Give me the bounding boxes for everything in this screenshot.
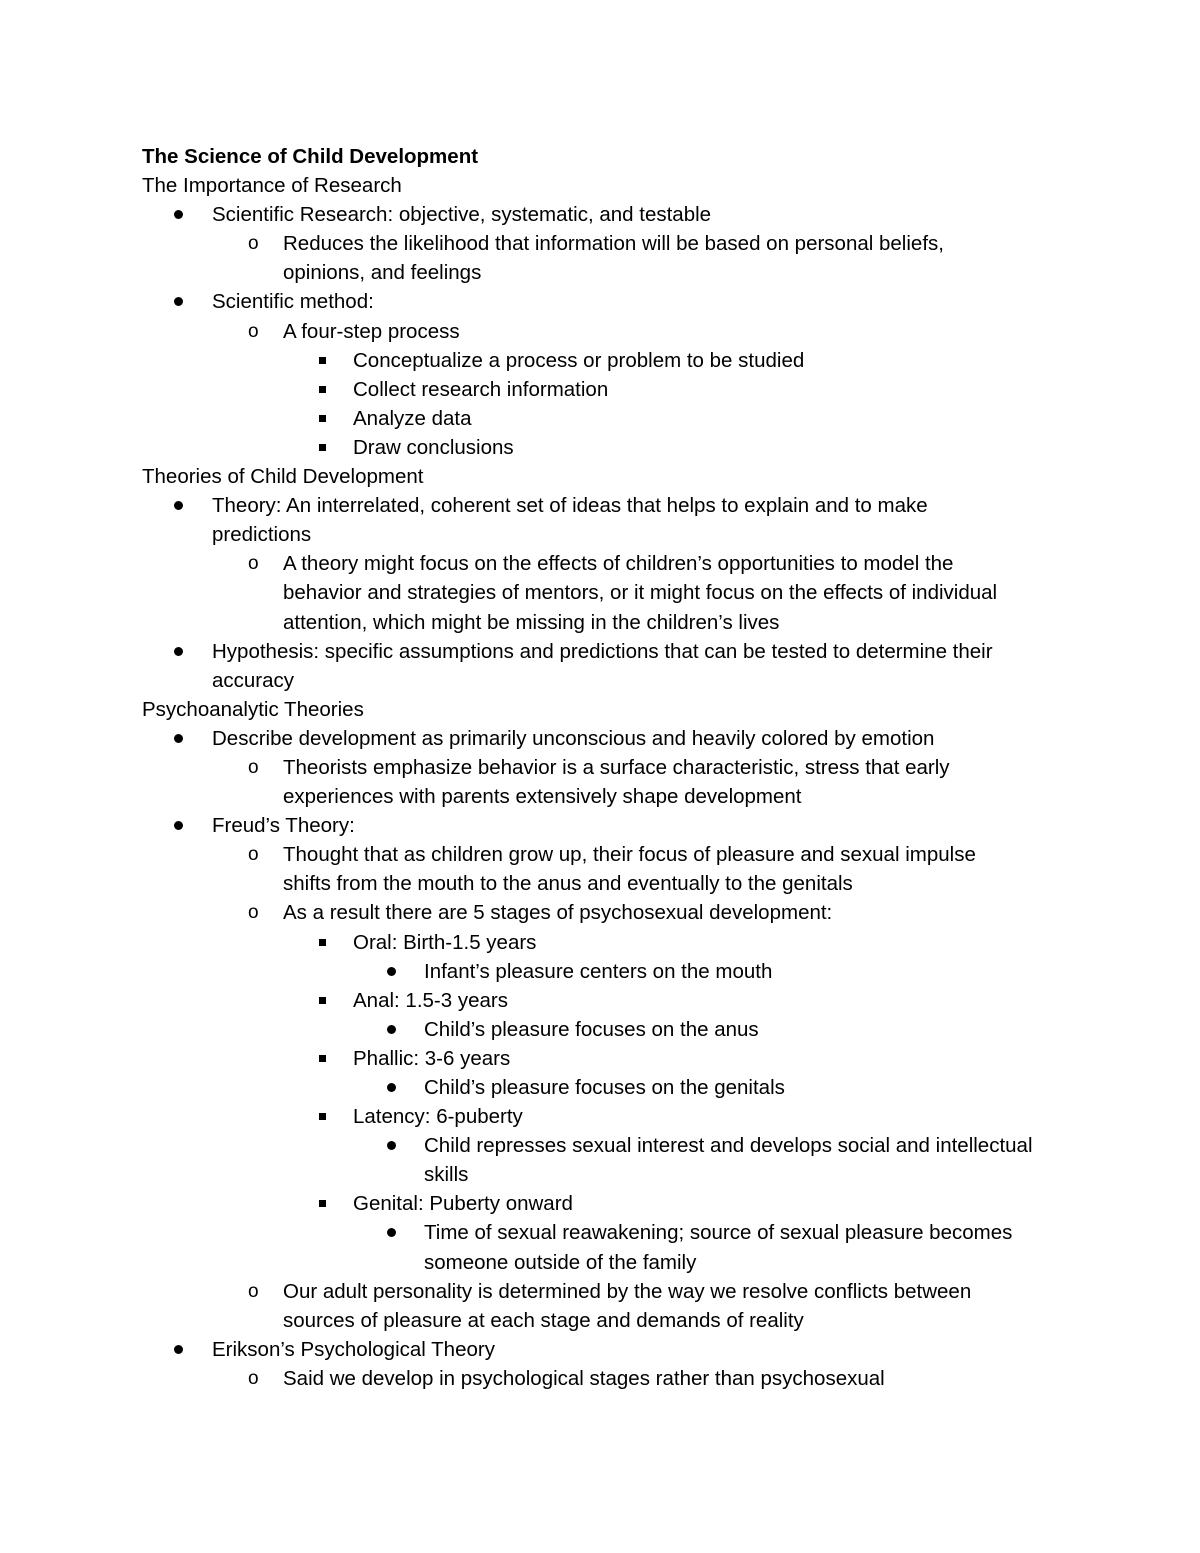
bullet-dot-icon xyxy=(174,821,183,830)
list-item: o A four-step process xyxy=(142,317,1072,346)
list-item-continuation: behavior and strategies of mentors, or it might focus on the effects of individual xyxy=(283,581,998,605)
list-item: o As a result there are 5 stages of psychosexual development: xyxy=(142,898,1072,927)
list-item: o Reduces the likelihood that information will be based on personal beliefs, xyxy=(142,229,1072,258)
list-item: Erikson’s Psychological Theory xyxy=(142,1335,1072,1364)
list-item-continuation: attention, which might be missing in the children’s lives xyxy=(283,610,780,634)
list-item: Freud’s Theory: xyxy=(142,811,1072,840)
bullet-circle-icon: o xyxy=(248,233,259,255)
list-item: Conceptualize a process or problem to be studied xyxy=(142,346,1072,375)
bullet-square-icon xyxy=(319,997,326,1004)
list-item-continuation: shifts from the mouth to the anus and eventually to the genitals xyxy=(283,872,853,896)
bullet-square-icon xyxy=(319,386,326,393)
bullet-dot-icon xyxy=(174,734,183,743)
list-item: Hypothesis: specific assumptions and predictions that can be tested to determine their xyxy=(142,637,1072,666)
list-item: o Said we develop in psychological stages rather than psychosexual xyxy=(142,1364,1072,1393)
document-body xyxy=(142,142,1072,1393)
list-item: Scientific method: xyxy=(142,287,1072,316)
bullet-dot-icon xyxy=(174,1345,183,1354)
list-item: Draw conclusions xyxy=(142,433,1072,462)
bullet-square-icon xyxy=(319,1113,326,1120)
bullet-dot-icon xyxy=(174,210,183,219)
section-heading-psychoanalytic: Psychoanalytic Theories xyxy=(142,697,364,721)
list-item: o Theorists emphasize behavior is a surface characteristic, stress that early xyxy=(142,753,1072,782)
list-item: Child’s pleasure focuses on the genitals xyxy=(142,1073,1072,1102)
bullet-circle-icon: o xyxy=(248,756,259,778)
list-item: Analyze data xyxy=(142,404,1072,433)
bullet-circle-icon: o xyxy=(248,320,259,342)
list-item: o Thought that as children grow up, their focus of pleasure and sexual impulse xyxy=(142,840,1072,869)
bullet-dot-icon xyxy=(174,501,183,510)
list-item: Time of sexual reawakening; source of sexual pleasure becomes xyxy=(142,1218,1072,1247)
bullet-circle-icon: o xyxy=(248,553,259,575)
list-item-continuation: accuracy xyxy=(212,668,295,692)
bullet-square-icon xyxy=(319,1200,326,1207)
bullet-dot-icon xyxy=(174,297,183,306)
bullet-dot-icon xyxy=(387,1025,396,1034)
list-item: Theory: An interrelated, coherent set of ideas that helps to explain and to make xyxy=(142,491,1072,520)
bullet-dot-icon xyxy=(387,1228,396,1237)
list-item: Phallic: 3-6 years xyxy=(142,1044,1072,1073)
bullet-square-icon xyxy=(319,415,326,422)
list-item: Anal: 1.5-3 years xyxy=(142,986,1072,1015)
section-heading-theories: Theories of Child Development xyxy=(142,465,424,489)
list-item: Collect research information xyxy=(142,375,1072,404)
list-item: Child represses sexual interest and develops social and intellectual xyxy=(142,1131,1072,1160)
list-item: o Our adult personality is determined by the way we resolve conflicts between xyxy=(142,1277,1072,1306)
bullet-dot-icon xyxy=(174,647,183,656)
list-item-continuation: sources of pleasure at each stage and demands of reality xyxy=(283,1308,804,1332)
list-item-continuation: experiences with parents extensively shape development xyxy=(283,785,802,809)
list-item: Oral: Birth-1.5 years xyxy=(142,928,1072,957)
list-item-continuation: predictions xyxy=(212,523,312,547)
bullet-circle-icon: o xyxy=(248,1280,259,1302)
list-item-continuation: opinions, and feelings xyxy=(283,261,482,285)
list-item-continuation: someone outside of the family xyxy=(424,1250,697,1274)
bullet-circle-icon: o xyxy=(248,1367,259,1389)
document-title: The Science of Child Development xyxy=(142,145,479,168)
bullet-circle-icon: o xyxy=(248,844,259,866)
list-item: Latency: 6-puberty xyxy=(142,1102,1072,1131)
bullet-circle-icon: o xyxy=(248,902,259,924)
bullet-square-icon xyxy=(319,1055,326,1062)
section-heading-research: The Importance of Research xyxy=(142,174,402,198)
bullet-square-icon xyxy=(319,444,326,451)
bullet-dot-icon xyxy=(387,1083,396,1092)
list-item: Scientific Research: objective, systematic, and testable xyxy=(142,200,1072,229)
list-item: Child’s pleasure focuses on the anus xyxy=(142,1015,1072,1044)
list-item: o A theory might focus on the effects of children’s opportunities to model the xyxy=(142,549,1072,578)
bullet-dot-icon xyxy=(387,967,396,976)
list-item-continuation: skills xyxy=(424,1163,469,1187)
bullet-square-icon xyxy=(319,939,326,946)
bullet-dot-icon xyxy=(387,1141,396,1150)
list-item: Describe development as primarily unconscious and heavily colored by emotion xyxy=(142,724,1072,753)
list-item: Genital: Puberty onward xyxy=(142,1189,1072,1218)
list-item: Infant’s pleasure centers on the mouth xyxy=(142,957,1072,986)
bullet-square-icon xyxy=(319,357,326,364)
